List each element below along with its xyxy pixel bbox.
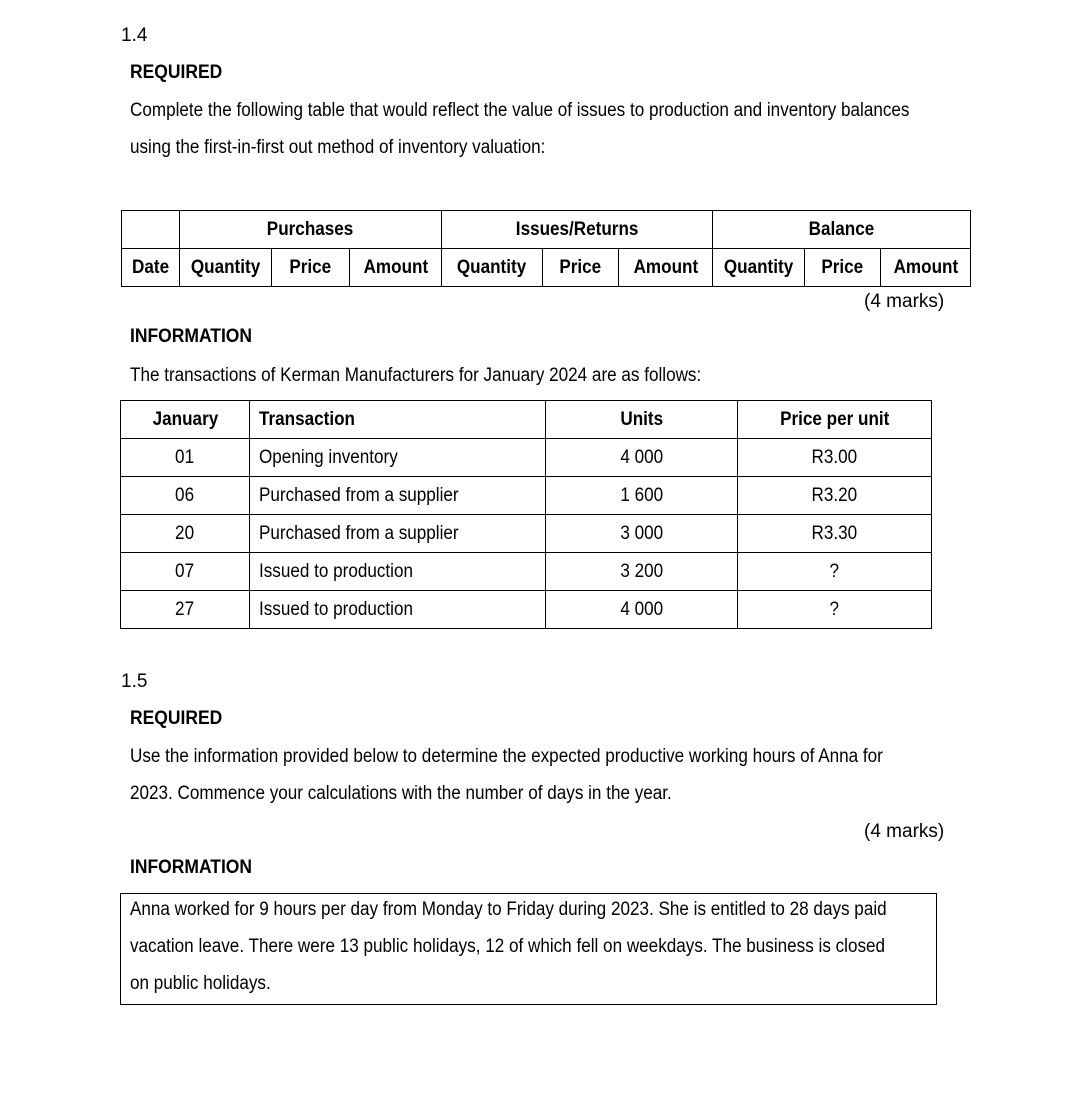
information-heading-1-4: INFORMATION <box>130 326 253 347</box>
transaction-day: 20 <box>121 515 250 553</box>
required-heading-1-5: REQUIRED <box>130 708 223 729</box>
transaction-price: R3.00 <box>738 439 932 477</box>
instruction-1-5-line1: Use the information provided below to determine the expected productive working hours of Anna for <box>130 746 883 767</box>
transaction-description: Issued to production <box>250 553 546 591</box>
table-row <box>121 515 932 553</box>
fifo-col-balance-quantity: Quantity <box>713 249 805 287</box>
fifo-col-balance-price: Price <box>805 249 881 287</box>
marks-1-5: (4 marks) <box>864 821 945 842</box>
table-row <box>121 477 932 515</box>
fifo-col-purchases-quantity: Quantity <box>180 249 272 287</box>
transactions-col-price-per-unit: Price per unit <box>738 401 932 439</box>
transaction-description: Issued to production <box>250 591 546 629</box>
transaction-units: 4 000 <box>546 591 738 629</box>
info-line-1: Anna worked for 9 hours per day from Monday to Friday during 2023. She is entitled to 28 days paid <box>130 899 887 920</box>
transaction-price: R3.20 <box>738 477 932 515</box>
transactions-col-units: Units <box>546 401 738 439</box>
fifo-col-purchases-price: Price <box>272 249 350 287</box>
fifo-col-issues-quantity: Quantity <box>442 249 543 287</box>
transaction-price: R3.30 <box>738 515 932 553</box>
transaction-units: 1 600 <box>546 477 738 515</box>
information-heading-1-5: INFORMATION <box>130 857 253 878</box>
table-row <box>121 591 932 629</box>
info-line-2: vacation leave. There were 13 public holidays, 12 of which fell on weekdays. The business is closed <box>130 936 886 957</box>
fifo-column-header-row <box>122 249 971 287</box>
transaction-price: ? <box>738 591 932 629</box>
fifo-group-purchases: Purchases <box>180 211 442 249</box>
fifo-group-balance: Balance <box>713 211 971 249</box>
fifo-empty-cell <box>122 211 180 249</box>
transaction-day: 27 <box>121 591 250 629</box>
table-row <box>121 439 932 477</box>
information-intro-1-4: The transactions of Kerman Manufacturers for January 2024 are as follows: <box>130 365 702 386</box>
fifo-col-date: Date <box>122 249 180 287</box>
transactions-col-transaction: Transaction <box>250 401 546 439</box>
transaction-description: Opening inventory <box>250 439 546 477</box>
fifo-valuation-table <box>121 210 971 287</box>
information-box-1-5 <box>120 893 937 1005</box>
question-number-1-4: 1.4 <box>121 25 148 46</box>
transaction-units: 4 000 <box>546 439 738 477</box>
required-heading-1-4: REQUIRED <box>130 62 223 83</box>
table-row <box>121 553 932 591</box>
transaction-price: ? <box>738 553 932 591</box>
fifo-col-balance-amount: Amount <box>881 249 971 287</box>
transactions-col-january: January <box>121 401 250 439</box>
marks-1-4: (4 marks) <box>864 291 945 312</box>
transactions-header-row <box>121 401 932 439</box>
fifo-col-issues-price: Price <box>543 249 619 287</box>
question-number-1-5: 1.5 <box>121 671 148 692</box>
info-line-3: on public holidays. <box>130 973 271 994</box>
fifo-col-purchases-amount: Amount <box>350 249 442 287</box>
fifo-col-issues-amount: Amount <box>619 249 713 287</box>
transaction-day: 01 <box>121 439 250 477</box>
transaction-units: 3 200 <box>546 553 738 591</box>
fifo-group-header-row <box>122 211 971 249</box>
instruction-1-4-line1: Complete the following table that would reflect the value of issues to production and inventory balances <box>130 100 910 121</box>
fifo-group-issues-returns: Issues/Returns <box>442 211 713 249</box>
info-text-1-5 <box>130 891 887 1002</box>
transaction-day: 06 <box>121 477 250 515</box>
transaction-description: Purchased from a supplier <box>250 477 546 515</box>
transactions-table <box>120 400 932 629</box>
transaction-day: 07 <box>121 553 250 591</box>
transaction-units: 3 000 <box>546 515 738 553</box>
instruction-1-5-line2: 2023. Commence your calculations with the number of days in the year. <box>130 783 672 804</box>
transaction-description: Purchased from a supplier <box>250 515 546 553</box>
instruction-1-4-line2: using the first-in-first out method of inventory valuation: <box>130 137 546 158</box>
